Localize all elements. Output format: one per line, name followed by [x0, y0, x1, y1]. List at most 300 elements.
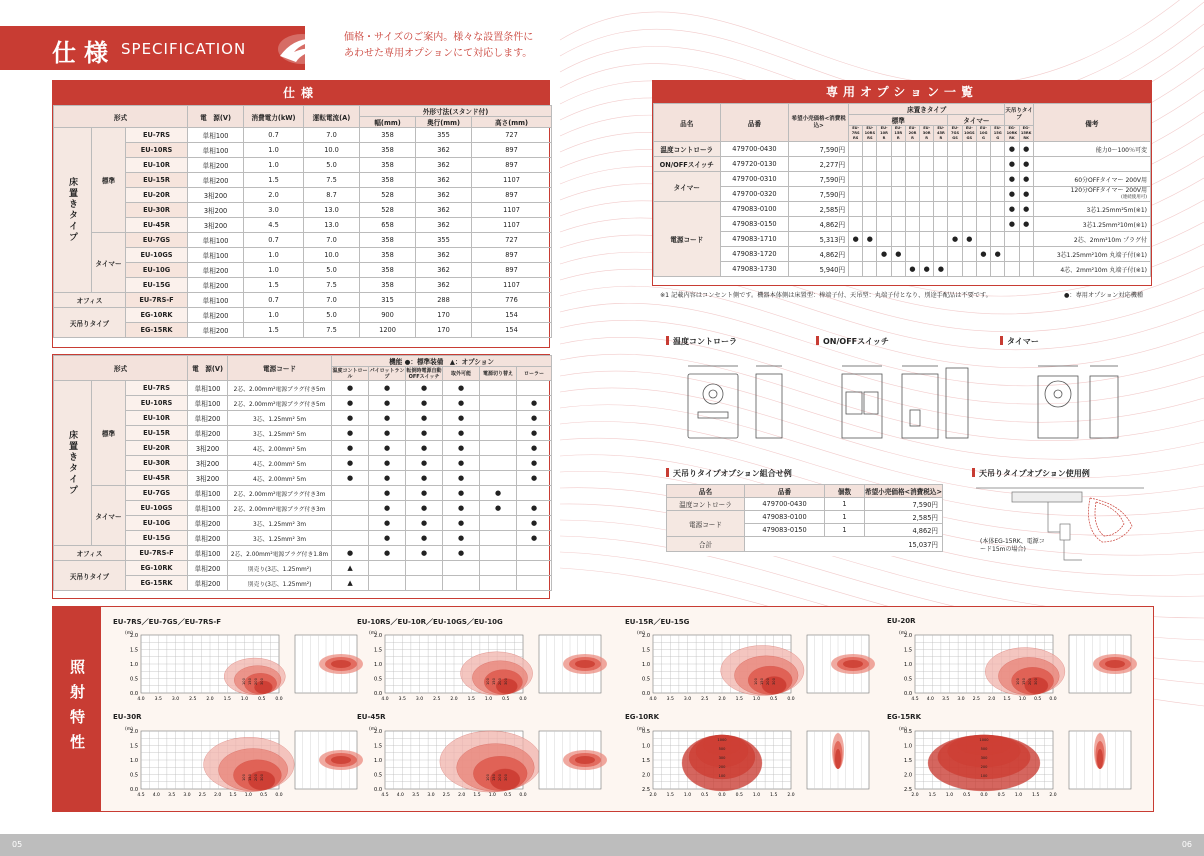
spec-value: 658: [360, 218, 416, 233]
x-tick-label: 1.5: [770, 793, 778, 798]
empty-cell: [948, 202, 962, 217]
y-tick-label: 2.0: [642, 772, 650, 779]
spec-value: 4.5: [244, 218, 304, 233]
table-row: [54, 426, 552, 441]
contour-level-label: 1000: [717, 738, 727, 742]
spec-value: 2.0: [244, 188, 304, 203]
x-tick-label: 2.0: [1049, 793, 1057, 798]
table-row: [54, 531, 552, 546]
section-timer: タイマー: [1000, 336, 1039, 347]
compatible-dot-icon: [863, 232, 877, 247]
standard-dot-icon: [443, 456, 480, 471]
spec-value: 7.0: [304, 293, 360, 308]
empty-cell: [948, 247, 962, 262]
x-tick-label: 1.0: [752, 793, 761, 798]
options-table: [653, 103, 1151, 277]
opt-model-col: [891, 126, 905, 142]
opt-model-code: EG-15RK: [1020, 126, 1032, 135]
standard-dot-icon: [517, 471, 552, 486]
contour-level-label: 100: [242, 774, 246, 781]
spec-model-name: EU-20R: [126, 188, 188, 203]
opt-head-timer: タイマー: [948, 115, 1005, 126]
x-tick-label: 0.5: [504, 793, 512, 798]
spec-value: 0.7: [244, 233, 304, 248]
chart-title: EG-10RK: [625, 713, 659, 721]
empty-cell: [991, 142, 1005, 157]
spec-value: 単相100: [188, 143, 244, 158]
empty-cell: [863, 217, 877, 232]
x-tick-label: 2.5: [972, 697, 980, 702]
opt-note: 2芯、2mm²10m プラグ付: [1033, 232, 1150, 247]
empty-cell: [891, 217, 905, 232]
x-tick-label: 2.0: [214, 793, 222, 798]
spec-value: 362: [416, 203, 472, 218]
spec-value: 362: [416, 263, 472, 278]
spec-value: 900: [360, 308, 416, 323]
spec-value: 1.0: [244, 248, 304, 263]
empty-cell: [920, 202, 934, 217]
opt-note: 3芯1.25mm²10m(※1): [1033, 217, 1150, 232]
func-model-name: EU-20R: [126, 441, 188, 456]
table-row: [654, 247, 1151, 262]
func-head-f2: パイロットランプ: [369, 367, 405, 380]
option-triangle-icon: [332, 576, 369, 591]
standard-dot-icon: [369, 411, 406, 426]
combo-name: 電源コード: [667, 511, 745, 537]
y-tick-label: 1.5: [642, 647, 650, 654]
func-power: 単相200: [188, 516, 228, 531]
table-row: [667, 537, 943, 552]
spec-value: 355: [416, 128, 472, 143]
standard-dot-icon: [406, 381, 443, 396]
standard-dot-icon: [480, 486, 517, 501]
page-title-en: SPECIFICATION: [121, 40, 247, 58]
x-tick-label: 3.5: [168, 793, 176, 798]
standard-dot-icon: [443, 501, 480, 516]
compatible-dot-icon: [1005, 202, 1019, 217]
contour-level-label: 100: [1016, 678, 1020, 685]
x-tick-label: 3.0: [427, 793, 435, 798]
func-head-f1: 温度コントロール: [332, 367, 368, 380]
spec-value: 358: [360, 263, 416, 278]
empty-cell: [480, 576, 517, 591]
contour-level-label: 200: [1028, 678, 1032, 685]
opt-head-std: 標準: [849, 115, 948, 126]
standard-dot-icon: [369, 516, 406, 531]
standard-dot-icon: [443, 516, 480, 531]
opt-head-floor: 床置きタイプ: [849, 104, 1005, 115]
spec-value: 7.0: [304, 128, 360, 143]
x-tick-label: 0.0: [718, 793, 726, 798]
empty-cell: [962, 262, 976, 277]
spec-value: 単相200: [188, 263, 244, 278]
func-power: 単相200: [188, 411, 228, 426]
spec-model-name: EU-15R: [126, 173, 188, 188]
spec-value: 8.7: [304, 188, 360, 203]
compatible-dot-icon: [1019, 202, 1033, 217]
empty-cell: [877, 142, 891, 157]
empty-cell: [480, 546, 517, 561]
chart-title: EU-15R／EU-15G: [625, 618, 690, 626]
func-model-name: EU-10RS: [126, 396, 188, 411]
temp-controller-drawing: [666, 352, 806, 448]
opt-model-code: EU-7RS: [851, 126, 860, 135]
spec-value: 154: [472, 308, 552, 323]
func-head-f4: 取外可能: [443, 367, 480, 381]
y-tick-label: 0.5: [130, 772, 138, 779]
spec-value: 単相200: [188, 323, 244, 338]
opt-head-price: 希望小売価格<消費税込>: [789, 104, 849, 142]
empty-cell: [877, 217, 891, 232]
empty-cell: [976, 217, 990, 232]
empty-cell: [863, 142, 877, 157]
opt-price: 7,590円: [789, 187, 849, 202]
empty-cell: [891, 202, 905, 217]
spec-value: 1107: [472, 278, 552, 293]
combo-value: 479700-0430: [745, 498, 825, 511]
empty-cell: [517, 546, 552, 561]
spec-value: 0.7: [244, 293, 304, 308]
spec-value: 13.0: [304, 218, 360, 233]
spec-value: 362: [416, 158, 472, 173]
spec-value: 897: [472, 188, 552, 203]
empty-cell: [891, 187, 905, 202]
opt-head-note: 備考: [1033, 104, 1150, 142]
empty-cell: [877, 172, 891, 187]
func-group-standard: 標準: [92, 381, 126, 486]
x-tick-label: 3.5: [942, 697, 950, 702]
x-tick-label: 2.0: [911, 793, 919, 798]
compatible-dot-icon: [1019, 172, 1033, 187]
x-tick-label: 0.0: [787, 697, 795, 702]
contour-level-label: 200: [980, 765, 988, 769]
spec-model-name: EU-30R: [126, 203, 188, 218]
combo-total: 15,037円: [745, 537, 943, 552]
contour-level-label: 300: [260, 774, 264, 781]
header-note-line2: あわせた専用オプションにて対応します。: [344, 48, 533, 59]
table-row: [54, 486, 552, 501]
table-row: [54, 308, 552, 323]
empty-cell: [517, 561, 552, 576]
standard-dot-icon: [406, 456, 443, 471]
func-model-name: EU-7GS: [126, 486, 188, 501]
empty-cell: [934, 202, 948, 217]
empty-cell: [991, 202, 1005, 217]
opt-model-short: R: [896, 136, 900, 140]
empty-cell: [934, 172, 948, 187]
empty-cell: [480, 456, 517, 471]
combo-head: 品番: [745, 485, 825, 498]
spec-model-name: EU-10R: [126, 158, 188, 173]
table-row: [54, 356, 552, 367]
x-tick-label: 1.0: [488, 793, 496, 798]
x-tick-label: 3.5: [398, 697, 406, 702]
compatible-dot-icon: [891, 247, 905, 262]
illumination-chart: [887, 617, 1151, 713]
x-tick-label: 2.0: [787, 793, 795, 798]
contour-level-label: 300: [718, 756, 726, 760]
spec-value: 362: [416, 188, 472, 203]
opt-model-short: GS: [952, 136, 958, 140]
empty-cell: [948, 157, 962, 172]
table-row: [667, 511, 943, 524]
spec-value: 1107: [472, 218, 552, 233]
spec-value: 単相100: [188, 248, 244, 263]
empty-cell: [891, 172, 905, 187]
y-tick-label: 1.0: [642, 743, 650, 750]
func-power: 単相200: [188, 531, 228, 546]
empty-cell: [849, 157, 863, 172]
x-tick-label: 1.5: [229, 793, 237, 798]
x-tick-label: 2.0: [988, 697, 996, 702]
func-cord: 別売り(3芯、1.25mm²): [228, 576, 332, 591]
func-cord: 2芯、2.00mm²電源プラグ付き3m: [228, 486, 332, 501]
spec-value: 897: [472, 263, 552, 278]
y-tick-label: 1.5: [904, 647, 912, 654]
spec-value: 727: [472, 233, 552, 248]
empty-cell: [863, 262, 877, 277]
empty-cell: [1005, 262, 1019, 277]
y-unit-label: (m): [899, 631, 907, 636]
spec-value: 362: [416, 248, 472, 263]
y-tick-label: 1.5: [130, 743, 138, 750]
spec-head-consumption: 消費電力(kW): [244, 106, 304, 128]
x-tick-label: 2.5: [701, 697, 709, 702]
empty-cell: [991, 232, 1005, 247]
empty-cell: [849, 217, 863, 232]
opt-model-col: [1005, 126, 1019, 142]
x-tick-label: 1.5: [473, 793, 481, 798]
y-tick-label: 0.0: [904, 691, 912, 697]
func-group-ceiling: 天吊りタイプ: [54, 561, 126, 591]
empty-cell: [891, 232, 905, 247]
table-row: [54, 411, 552, 426]
contour-level-label: 150: [760, 678, 764, 685]
empty-cell: [849, 172, 863, 187]
func-cord: 別売り(3芯、1.25mm²): [228, 561, 332, 576]
spec-model-name: EU-15G: [126, 278, 188, 293]
x-tick-label: 3.5: [154, 697, 162, 702]
y-tick-label: 1.0: [374, 662, 382, 668]
func-model-name: EG-15RK: [126, 576, 188, 591]
standard-dot-icon: [406, 426, 443, 441]
empty-cell: [962, 172, 976, 187]
empty-cell: [849, 262, 863, 277]
func-power: 単相100: [188, 486, 228, 501]
standard-dot-icon: [369, 426, 406, 441]
y-tick-label: 2.0: [904, 772, 912, 779]
spec-value: 5.0: [304, 263, 360, 278]
chart-title: EU-10RS／EU-10R／EU-10GS／EU-10G: [357, 618, 503, 626]
standard-dot-icon: [369, 546, 406, 561]
spec-value: 776: [472, 293, 552, 308]
x-tick-label: 3.0: [957, 697, 965, 702]
empty-cell: [332, 516, 369, 531]
empty-cell: [905, 187, 919, 202]
standard-dot-icon: [443, 441, 480, 456]
x-tick-label: 4.0: [926, 697, 934, 702]
x-tick-label: 3.0: [183, 793, 191, 798]
opt-code: 479700-0430: [720, 142, 789, 157]
opt-name: ON/OFFスイッチ: [654, 157, 721, 172]
y-tick-label: 1.0: [904, 662, 912, 668]
spec-value: 1.0: [244, 263, 304, 278]
x-tick-label: 1.0: [752, 697, 761, 702]
opt-name: 温度コントローラ: [654, 142, 721, 157]
empty-cell: [920, 232, 934, 247]
empty-cell: [1005, 247, 1019, 262]
standard-dot-icon: [517, 411, 552, 426]
side-view-contour: [331, 756, 351, 764]
background-wave-line: [560, 0, 1204, 85]
spec-table: [53, 105, 552, 338]
standard-dot-icon: [406, 441, 443, 456]
contour-level-label: 300: [1034, 678, 1038, 685]
table-row: [54, 381, 552, 396]
func-cord: 3芯、1.25mm² 3m: [228, 516, 332, 531]
spec-value: 362: [416, 173, 472, 188]
table-row: [54, 396, 552, 411]
y-tick-label: 0.5: [642, 729, 650, 735]
illumination-chart: [887, 713, 1151, 809]
contour-level-label: 150: [248, 678, 252, 685]
standard-dot-icon: [480, 501, 517, 516]
opt-model-col: [920, 126, 934, 142]
func-power: 3相200: [188, 456, 228, 471]
compatible-dot-icon: [1005, 217, 1019, 232]
empty-cell: [934, 157, 948, 172]
opt-model-code: EU-15R: [894, 126, 903, 135]
x-tick-label: 0.0: [275, 793, 283, 798]
opt-code: 479700-0310: [720, 172, 789, 187]
side-view-contour: [1105, 660, 1125, 668]
empty-cell: [406, 576, 443, 591]
func-model-name: EU-7RS: [126, 381, 188, 396]
opt-model-col: [877, 126, 891, 142]
function-table: [53, 355, 552, 591]
standard-dot-icon: [406, 516, 443, 531]
func-cord: 2芯、2.00mm²電源プラグ付き5m: [228, 381, 332, 396]
y-tick-label: 0.0: [130, 691, 138, 697]
standard-dot-icon: [517, 516, 552, 531]
compatible-dot-icon: [1005, 172, 1019, 187]
opt-note: [1033, 157, 1150, 172]
x-tick-label: 4.5: [911, 697, 919, 702]
x-tick-label: 0.5: [260, 793, 268, 798]
illumination-contour: [928, 735, 1040, 791]
y-unit-label: (m): [369, 727, 377, 732]
x-tick-label: 2.0: [450, 697, 458, 702]
empty-cell: [976, 262, 990, 277]
empty-cell: [991, 172, 1005, 187]
standard-dot-icon: [369, 456, 406, 471]
spec-model-name: EU-10G: [126, 263, 188, 278]
empty-cell: [517, 486, 552, 501]
spec-value: 358: [360, 278, 416, 293]
standard-dot-icon: [443, 396, 480, 411]
y-tick-label: 2.0: [904, 633, 912, 639]
x-tick-label: 1.0: [484, 697, 493, 702]
contour-level-label: 1000: [979, 738, 989, 742]
spec-value: 358: [360, 128, 416, 143]
chart-title: EU-7RS／EU-7GS／EU-7RS-F: [113, 618, 222, 626]
spec-group-ceiling: 天吊りタイプ: [54, 308, 126, 338]
standard-dot-icon: [443, 411, 480, 426]
x-tick-label: 2.0: [206, 697, 214, 702]
opt-code: 479083-1720: [720, 247, 789, 262]
x-tick-label: 1.0: [1014, 793, 1023, 798]
table-row: [54, 106, 552, 117]
x-tick-label: 3.5: [666, 697, 674, 702]
options-footnote: ※1 記載内容はコンセント側です。機器本体側は床置型：棒端子付、天吊型：丸端子付となり、別途手配品は不要です。: [660, 292, 992, 299]
opt-model-code: EU-7GS: [951, 126, 960, 135]
func-cord: 4芯、2.00mm² 5m: [228, 456, 332, 471]
illumination-chart: [357, 713, 621, 809]
y-tick-label: 1.5: [130, 647, 138, 654]
y-tick-label: 0.5: [642, 676, 650, 683]
spec-value: 7.0: [304, 233, 360, 248]
empty-cell: [976, 232, 990, 247]
opt-note: 3芯1.25mm²5m(※1): [1033, 202, 1150, 217]
opt-model-code: EU-20R: [908, 126, 917, 135]
spec-value: 315: [360, 293, 416, 308]
compatible-dot-icon: [1019, 142, 1033, 157]
compatible-dot-icon: [948, 232, 962, 247]
options-title: 専用オプション一覧: [653, 81, 1151, 103]
spec-head-h: 高さ(mm): [472, 117, 552, 128]
opt-model-short: RK: [1023, 136, 1029, 140]
side-view-contour: [575, 756, 595, 764]
empty-cell: [877, 232, 891, 247]
combo-total-label: 合計: [667, 537, 745, 552]
empty-cell: [480, 411, 517, 426]
standard-dot-icon: [332, 381, 369, 396]
compatible-dot-icon: [962, 232, 976, 247]
empty-cell: [991, 157, 1005, 172]
opt-model-short: RS: [867, 136, 873, 140]
y-tick-label: 1.0: [130, 758, 138, 764]
y-tick-label: 1.5: [642, 758, 650, 764]
contour-level-label: 500: [718, 747, 726, 751]
empty-cell: [443, 576, 480, 591]
empty-cell: [991, 187, 1005, 202]
table-row: [54, 576, 552, 591]
x-tick-label: 2.5: [442, 793, 450, 798]
func-model-name: EU-15G: [126, 531, 188, 546]
table-row: [654, 157, 1151, 172]
func-cord: 3芯、1.25mm² 5m: [228, 411, 332, 426]
func-model-name: EU-10G: [126, 516, 188, 531]
table-row: [54, 143, 552, 158]
empty-cell: [849, 187, 863, 202]
spec-group-floor: 床置きタイプ: [54, 128, 92, 293]
standard-dot-icon: [332, 441, 369, 456]
standard-dot-icon: [517, 396, 552, 411]
opt-model-code: EU-10RS: [864, 126, 876, 135]
spec-value: 528: [360, 203, 416, 218]
x-tick-label: 2.0: [718, 697, 726, 702]
spec-value: 358: [360, 233, 416, 248]
empty-cell: [877, 202, 891, 217]
spec-value: 単相200: [188, 173, 244, 188]
contour-level-label: 300: [504, 774, 508, 781]
timer-drawing: [1000, 352, 1150, 448]
opt-model-col: [934, 126, 948, 142]
contour-level-label: 200: [498, 774, 502, 781]
spec-value: 727: [472, 128, 552, 143]
func-model-name: EU-10R: [126, 411, 188, 426]
y-tick-label: 2.0: [130, 633, 138, 639]
